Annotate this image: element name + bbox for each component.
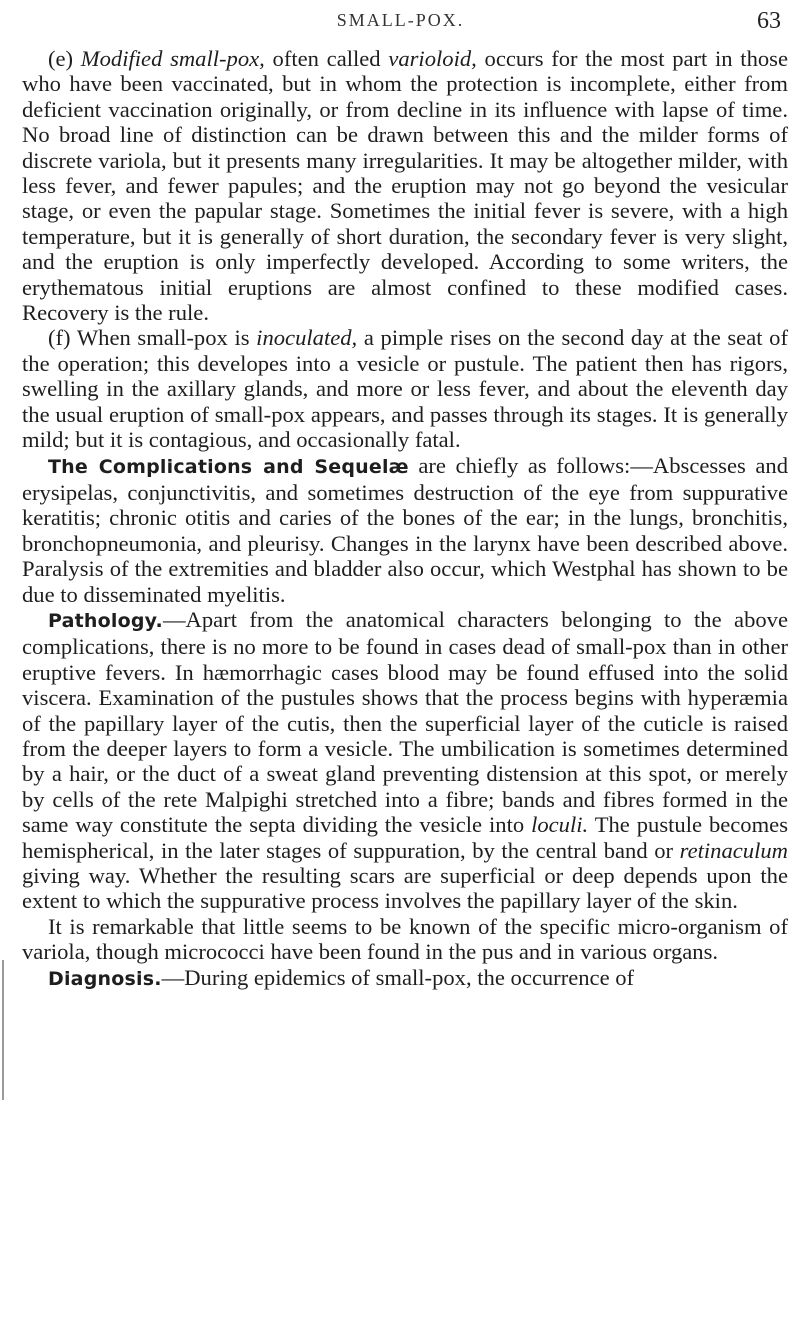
italic-term: inoculated,	[256, 325, 358, 351]
running-head: SMALL-POX.	[336, 10, 465, 30]
paragraph-pathology	[22, 607, 788, 914]
text-run: often called	[264, 46, 389, 71]
text-run: occurs for the most part in those who have been vaccinated, but in whom the protection is incomplete, either from deficient vaccination originally, or from decline in its influence with lapse of time. No broad line of distinction can be drawn between this and the milder forms of discrete variola, but it presents many irregularities. It may be altogether milder, with less fever, and fewer papules; and the eruption may not go beyond the vesicular stage, or even the papular stage. Sometimes the initial fever is severe, with a high temperature, but it is generally of short duration, the secondary fever is very slight, and the eruption is only imperfectly developed. According to some writers, the erythematous initial eruptions are almost confined to these modified cases. Recovery is the rule.	[22, 46, 788, 326]
text-run: giving way. Whether the resulting scars are superficial or deep depends upon the extent to which the suppurative process involves the papillary layer of the skin.	[22, 863, 788, 914]
section-heading: The Complications and Sequelæ	[48, 455, 409, 478]
paragraph-label: (f)	[48, 325, 71, 351]
page-number: 63	[757, 8, 781, 34]
body-text	[22, 46, 788, 992]
section-heading: Diagnosis.	[48, 967, 162, 990]
paragraph-diagnosis	[22, 965, 788, 992]
italic-term: varioloid,	[388, 46, 477, 71]
text-run: a pimple rises on the second day at the seat of the operation; this developes into a vesicle or pustule. The patient then has rigors, swelling in the axillary glands, and more or less fever, and about the eleventh day the usual eruption of small-pox appears, and passes through its stages. It is generally mild; but it is contagious, and occasionally fatal.	[22, 325, 788, 453]
text-run: —Apart from the anatomical characters belonging to the above complications, there is no more to be found in cases dead of small-pox than in other eruptive fevers. In hæmorrhagic cases blood may be found effused into the solid viscera. Examination of the pustules shows that the process begins with hyperæmia of the papillary layer of the cutis, then the superficial layer of the cuticle is raised from the deeper layers to form a vesicle. The umbilication is sometimes determined by a hair, or the duct of a sweat gland preventing distension at this spot, or merely by cells of the rete Malpighi stretched into a fibre; bands and fibres formed in the same way constitute the septa dividing the vesicle into	[22, 606, 788, 838]
paragraph-complications	[22, 453, 788, 607]
paragraph-modified-smallpox	[22, 46, 788, 325]
margin-rule	[2, 960, 4, 1100]
paragraph-micro-organism	[22, 914, 788, 965]
italic-term: loculi.	[531, 812, 589, 838]
italic-term: Modified small-pox,	[80, 46, 265, 71]
italic-term: retinaculum	[679, 837, 788, 863]
paragraph-inoculated	[22, 325, 788, 452]
text-run: are chiefly as follows:—Abscesses and erysipelas, conjunctivitis, and sometimes destruction of the eye from suppurative keratitis; chronic otitis and caries of the bones of the ear; in the lungs, bronchitis, bronchopneumonia, and pleurisy. Changes in the larynx have been described above. Paralysis of the extremities and bladder also occur, which Westphal has shown to be due to disseminated myelitis.	[22, 452, 788, 607]
text-run: The pustule becomes hemispherical, in the later stages of suppuration, by the central band or	[22, 812, 788, 863]
page-header	[0, 8, 801, 38]
text-run: It is remarkable that little seems to be known of the specific micro-organism of variola, though micrococci have been found in the pus and in various organs.	[22, 913, 788, 965]
section-heading: Pathology.	[48, 609, 163, 632]
text-run: —During epidemics of small-pox, the occurrence of	[161, 964, 635, 990]
text-run: When small-pox is	[70, 325, 257, 351]
paragraph-label: (e)	[48, 46, 74, 71]
